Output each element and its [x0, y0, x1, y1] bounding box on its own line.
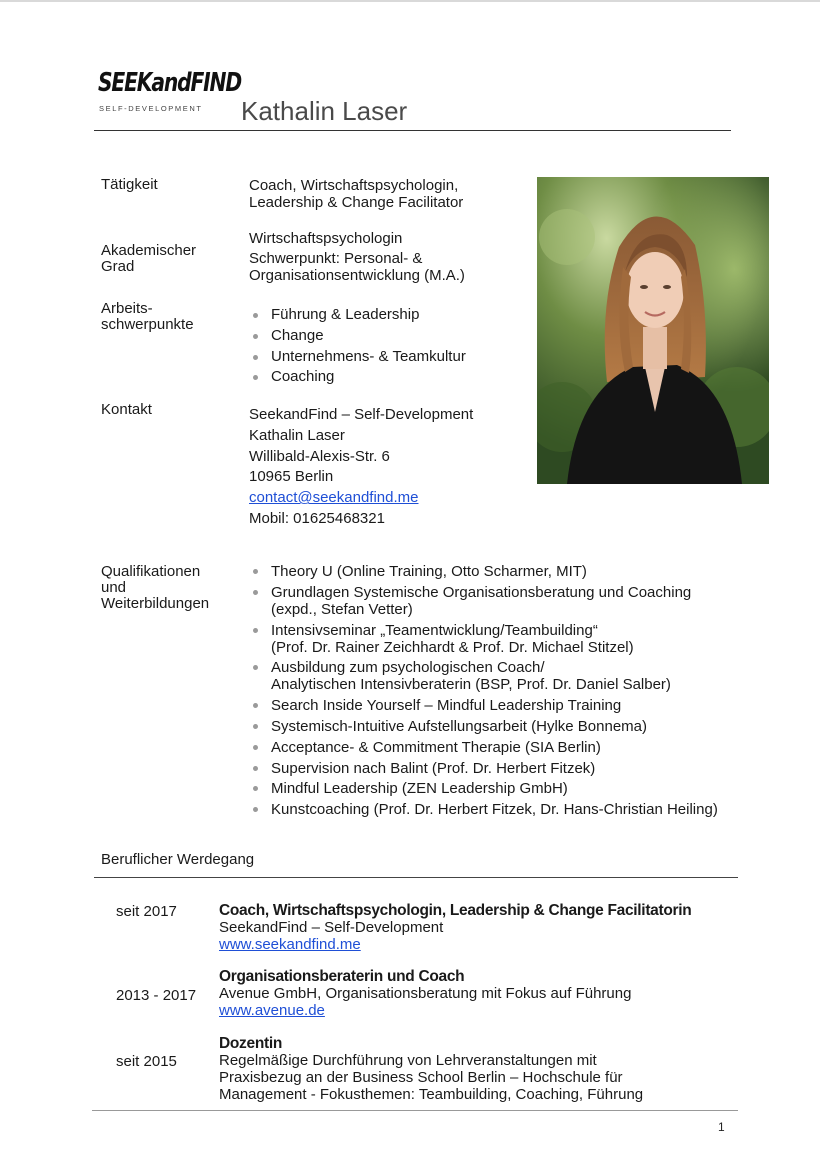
- bullet-icon: [253, 313, 258, 318]
- website-link[interactable]: www.seekandfind.me: [219, 936, 361, 953]
- label-kontakt: Kontakt: [101, 401, 152, 418]
- list-item: [249, 739, 718, 756]
- label-taetigkeit: Tätigkeit: [101, 176, 158, 193]
- entry-line: Regelmäßige Durchführung von Lehrveranstaltungen mit: [219, 1052, 597, 1069]
- bullet-icon: [253, 807, 258, 812]
- label-line: schwerpunkte: [101, 316, 194, 333]
- list-item-text: Unternehmens- & Teamkultur: [271, 347, 466, 365]
- label-arbeitsschwerpunkte: [101, 301, 194, 333]
- entry-company: SeekandFind – Self-Development: [219, 919, 444, 936]
- logo-tagline: SELF-DEVELOPMENT: [99, 104, 203, 113]
- phone-number: Mobil: 01625468321: [249, 509, 385, 527]
- bullet-icon: [253, 334, 258, 339]
- list-item: [249, 347, 466, 368]
- label-line: Grad: [101, 258, 135, 275]
- list-item-text: Search Inside Yourself – Mindful Leadership Training: [271, 697, 622, 715]
- seekandfind-logo: [98, 68, 242, 118]
- label-line: Akademischer: [101, 242, 197, 259]
- portrait-image: [537, 177, 769, 484]
- grad-line: Wirtschaftspsychologin: [249, 230, 403, 247]
- list-item: [249, 659, 718, 693]
- list-item-text: Theory U (Online Training, Otto Scharmer, MIT): [271, 563, 587, 580]
- list-item-text: Kunstcoaching (Prof. Dr. Herbert Fitzek, Dr. Hans-Christian Heiling): [271, 801, 718, 819]
- list-item: [249, 367, 466, 388]
- page-number: 1: [718, 1120, 725, 1134]
- entry-line: Management - Fokusthemen: Teambuilding, Coaching, Führung: [219, 1086, 644, 1103]
- bullet-icon: [253, 355, 258, 360]
- bullet-icon: [253, 628, 258, 633]
- list-item-continuation: (expd., Stefan Vetter): [271, 600, 413, 618]
- header-divider: [94, 130, 731, 131]
- bullet-icon: [253, 724, 258, 729]
- grad-line: Organisationsentwicklung (M.A.): [249, 267, 465, 284]
- entry-title: Dozentin: [219, 1035, 283, 1052]
- bullet-icon: [253, 745, 258, 750]
- value-taetigkeit: [249, 177, 463, 211]
- email-link[interactable]: contact@seekandfind.me: [249, 489, 419, 507]
- kontakt-line: SeekandFind – Self-Development: [249, 406, 474, 423]
- bullet-icon: [253, 569, 258, 574]
- person-name: Kathalin Laser: [241, 96, 408, 126]
- list-item-continuation: (Prof. Dr. Rainer Zeichhardt & Prof. Dr. Michael Stitzel): [271, 638, 634, 656]
- list-item-text: Intensivseminar „Teamentwicklung/Teambuilding“: [271, 621, 598, 639]
- entry-title: Organisationsberaterin und Coach: [219, 968, 465, 985]
- list-item: [249, 622, 718, 656]
- list-item: [249, 780, 718, 797]
- entry-title: Coach, Wirtschaftspsychologin, Leadership & Change Facilitatorin: [219, 902, 692, 919]
- kontakt-line: Kathalin Laser: [249, 426, 345, 444]
- list-item-text: Systemisch-Intuitive Aufstellungsarbeit (Hylke Bonnema): [271, 717, 647, 735]
- list-item: [249, 760, 718, 777]
- label-line: Qualifikationen: [101, 563, 201, 580]
- entry-line: Praxisbezug an der Business School Berlin – Hochschule für: [219, 1069, 623, 1086]
- bullet-icon: [253, 375, 258, 380]
- list-item: [249, 584, 718, 618]
- label-qualifikationen: [101, 564, 209, 612]
- list-item-text: Acceptance- & Commitment Therapie (SIA Berlin): [271, 738, 601, 756]
- taetigkeit-line: Leadership & Change Facilitator: [249, 194, 464, 211]
- section-divider: [94, 877, 738, 878]
- career-entry: [219, 1035, 643, 1103]
- taetigkeit-line: Coach, Wirtschaftspsychologin,: [249, 177, 459, 194]
- list-item-continuation: Analytischen Intensivberaterin (BSP, Prof. Dr. Daniel Salber): [271, 676, 671, 694]
- bullet-icon: [253, 766, 258, 771]
- value-akademischer-grad: [249, 230, 465, 284]
- list-item: [249, 326, 466, 347]
- entry-year: 2013 - 2017: [116, 987, 197, 1004]
- list-item: [249, 718, 718, 735]
- qualifikationen-list: [249, 563, 718, 822]
- list-item-text: Grundlagen Systemische Organisationsberatung und Coaching: [271, 583, 692, 601]
- label-akademischer-grad: [101, 243, 196, 275]
- career-entry: [219, 968, 631, 1019]
- entry-year: seit 2015: [116, 1053, 177, 1070]
- value-kontakt: [249, 405, 473, 530]
- list-item-text: Ausbildung zum psychologischen Coach/: [271, 659, 545, 677]
- list-item: [249, 697, 718, 714]
- footer-divider: [92, 1110, 738, 1111]
- logo-wordmark: SEEKandFIND: [98, 68, 242, 98]
- list-item: [249, 801, 718, 818]
- list-item-text: Supervision nach Balint (Prof. Dr. Herbert Fitzek): [271, 759, 596, 777]
- section-title-werdegang: Beruflicher Werdegang: [101, 851, 255, 868]
- profile-photo: [537, 177, 769, 484]
- kontakt-line: Willibald-Alexis-Str. 6: [249, 447, 390, 465]
- bullet-icon: [253, 665, 258, 670]
- list-item-text: Führung & Leadership: [271, 306, 420, 323]
- list-item-text: Mindful Leadership (ZEN Leadership GmbH): [271, 780, 568, 798]
- grad-line: Schwerpunkt: Personal- &: [249, 250, 423, 267]
- list-item: [249, 563, 718, 580]
- label-line: Arbeits-: [101, 300, 153, 317]
- label-line: und: [101, 579, 127, 596]
- label-line: Weiterbildungen: [101, 595, 210, 612]
- entry-year: seit 2017: [116, 903, 177, 920]
- list-item-text: Change: [271, 326, 324, 344]
- bullet-icon: [253, 590, 258, 595]
- career-entry: [219, 902, 691, 953]
- entry-company: Avenue GmbH, Organisationsberatung mit Fokus auf Führung: [219, 985, 632, 1002]
- bullet-icon: [253, 786, 258, 791]
- bullet-icon: [253, 703, 258, 708]
- list-item: [249, 305, 466, 326]
- schwerpunkte-list: [249, 305, 466, 388]
- kontakt-line: 10965 Berlin: [249, 468, 334, 486]
- website-link[interactable]: www.avenue.de: [219, 1002, 325, 1019]
- list-item-text: Coaching: [271, 368, 335, 386]
- top-border: [0, 0, 820, 2]
